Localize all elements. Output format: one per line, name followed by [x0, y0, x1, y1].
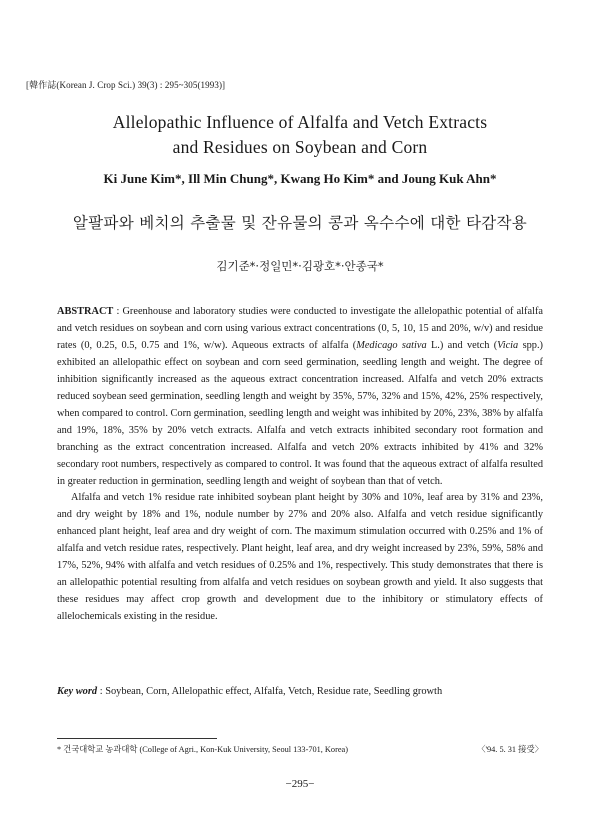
paper-title: [0, 110, 600, 160]
keyword-label: Key word: [57, 686, 98, 697]
keywords: [57, 686, 543, 697]
footnote: [57, 743, 543, 755]
abstract-paragraph-1: [57, 304, 543, 490]
keyword-list: : Soybean, Corn, Allelopathic effect, Alfalfa, Vetch, Residue rate, Seedling growth: [97, 686, 443, 697]
abstract-text-a: Greenhouse and laboratory studies were conducted to investigate the allelopathic potential of alfalfa and vetch residues on soybean and corn using various extract concentrations (0, 5, 10, 15 and 20%, w/v) and residue rates (0, 0.25, 0.5, 0.75 and 1%, w/w). Aqueous extracts of alfalfa (: [57, 306, 543, 351]
journal-reference: [韓作誌(Korean J. Crop Sci.) 39(3) : 295~305(1993)]: [26, 80, 226, 90]
page-number: −295−: [285, 778, 315, 790]
title-line-1: Allelopathic Influence of Alfalfa and Vetch Extracts: [112, 112, 488, 132]
abstract: [57, 304, 543, 626]
species-name-vetch: Vicia: [497, 339, 519, 351]
footnote-divider: [57, 738, 217, 739]
abstract-text-c: spp.) exhibited an allelopathic effect on soybean and corn seed germination, seedling length and weight. The degree of inhibition significantly increased as the aqueous extract concentration increased. Alfalfa and vetch 20% extracts reduced soybean seed germination, seedling length and weight by 35%, 57%, 32% and 15%, 42%, 25% respectively, when compared to control. Corn germination, seedling length and weight was inhibited by 20%, 23%, 38% by alfalfa and 19%, 18%, 35% by 20% vetch extracts. Alfalfa and vetch extracts inhibited secondary root formation and branching as the extract concentration increased. Alfalfa and vetch 20% extracts inhibited by 41% and 32% secondary root numbers, respectively as compared to control. It was found that the aqueous extract of alfalfa resulted in greater reduction in germination, seedling length and weight of soybean than that of vetch.: [57, 339, 543, 487]
authors-korean: 김기준*·정일민*·김광호*·안종국*: [216, 259, 384, 273]
abstract-separator: :: [113, 306, 123, 317]
footnote-affiliation: * 건국대학교 농과대학 (College of Agri., Kon-Kuk University, Seoul 133-701, Korea): [57, 745, 348, 754]
title-line-2: and Residues on Soybean and Corn: [172, 137, 428, 157]
title-korean: 알팔파와 베치의 추출물 및 잔유물의 콩과 옥수수에 대한 타감작용: [72, 214, 528, 232]
abstract-text-b: L.) and vetch (: [426, 339, 498, 351]
abstract-paragraph-2: Alfalfa and vetch 1% residue rate inhibited soybean plant height by 30% and 10%, leaf area by 31% and 23%, and dry weight by 18% and 1%, nodule number by 27% and 20% also. Alfalfa and vetch residue significantly enhanced plant height, leaf area and dry weight of corn. The maximum stimulation occurred with 0.25% and 1% of alfalfa and vetch residue rates, respectively. Plant height, leaf area, and dry weight increased by 23%, 59%, 58% and 17%, 52%, 94% with alfalfa and vetch residues of 0.25% and 1%, respectively. This study demonstrates that there is an allelopathic potential resulting from alfalfa and vetch residues on soybean growth and yield. It also suggests that these residues may affect crop growth and development due to the inhibitory or stimulatory effects of allelochemicals existing in the residue.: [57, 492, 543, 623]
authors-english: Ki June Kim*, Ill Min Chung*, Kwang Ho Kim* and Joung Kuk Ahn*: [103, 171, 497, 186]
abstract-label: ABSTRACT: [57, 306, 114, 317]
footnote-received-date: 〈'94. 5. 31 接受〉: [477, 745, 543, 754]
species-name-alfalfa: Medicago sativa: [356, 339, 427, 351]
